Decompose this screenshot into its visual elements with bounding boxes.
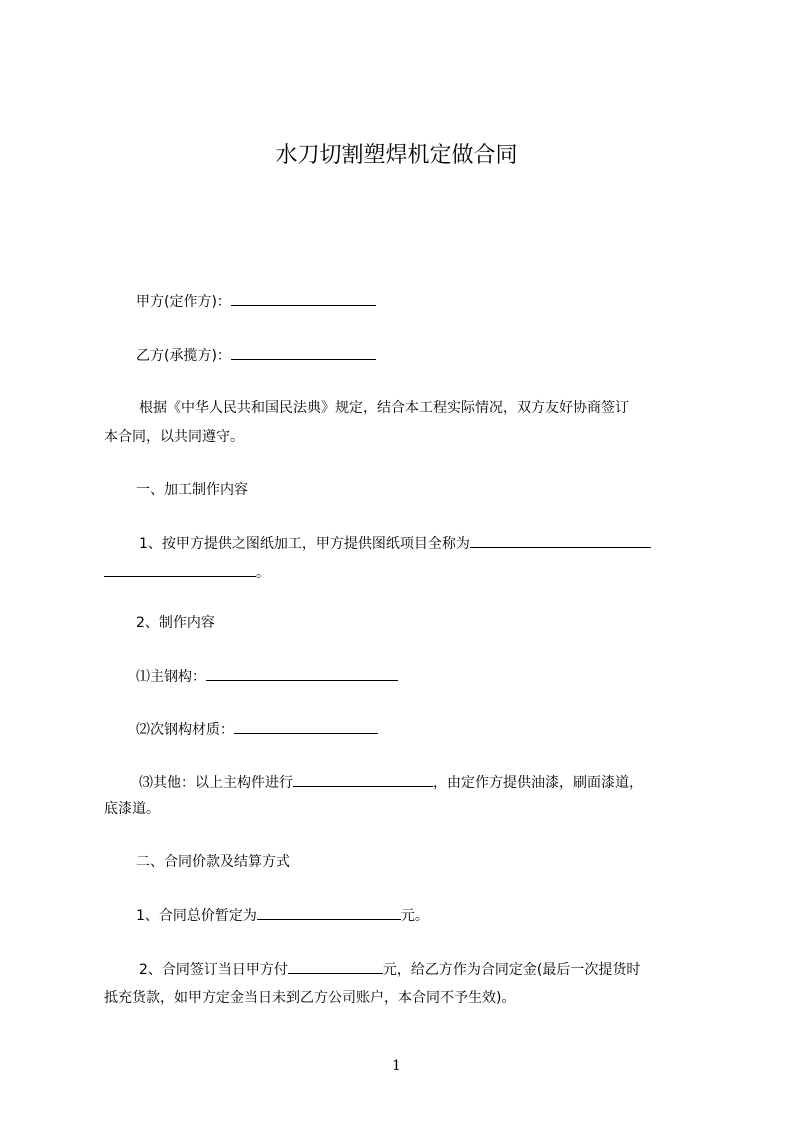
sub-1-blank[interactable]: [206, 666, 398, 681]
item-1-line: [139, 533, 735, 554]
sub-3-blank[interactable]: [293, 772, 433, 787]
sub-3-after: ，由定作方提供油漆，刷面漆道，: [433, 775, 643, 791]
sub-3-line: [139, 772, 735, 793]
item-2-heading: 2、制作内容: [136, 615, 215, 631]
sub-3-text: ⑶其他：以上主构件进行: [139, 775, 293, 791]
section-1-heading: 一、加工制作内容: [136, 482, 248, 498]
price-text: 1、合同总价暂定为: [136, 908, 257, 924]
item-1-line-2: [104, 562, 700, 583]
section-2-heading: 二、合同价款及结算方式: [136, 854, 290, 870]
sub-1-line: [136, 666, 732, 687]
intro-line-1: 根据《中华人民共和国民法典》规定，结合本工程实际情况，双方友好协商签订: [139, 400, 629, 416]
deposit-after: 元，给乙方作为合同定金(最后一次提货时: [382, 962, 641, 978]
price-blank[interactable]: [257, 905, 401, 920]
document-title: 水刀切割塑焊机定做合同: [275, 143, 518, 168]
deposit-line-2: 抵充货款，如甲方定金当日未到乙方公司账户，本合同不予生效)。: [104, 990, 516, 1006]
intro-line-2: 本合同，以共同遵守。: [104, 429, 244, 445]
party-a-blank[interactable]: [231, 291, 376, 306]
party-a-label: 甲方(定作方)：: [136, 294, 231, 310]
party-b-line: [136, 345, 732, 366]
sub-2-line: [136, 719, 732, 740]
item-1-end: 。: [256, 565, 270, 581]
party-a-line: [136, 291, 732, 312]
item-1-text: 1、按甲方提供之图纸加工，甲方提供图纸项目全称为: [139, 536, 470, 552]
sub-1-label: ⑴主钢构：: [136, 669, 206, 685]
party-b-blank[interactable]: [231, 345, 376, 360]
deposit-line: [139, 959, 735, 980]
item-1-blank[interactable]: [470, 533, 651, 548]
sub-3-line-2: 底漆道。: [104, 801, 160, 817]
item-1-blank-cont[interactable]: [104, 562, 256, 577]
price-unit: 元。: [400, 908, 429, 924]
sub-2-label: ⑵次钢构材质：: [136, 722, 234, 738]
price-line: [136, 905, 732, 926]
deposit-blank[interactable]: [288, 959, 383, 974]
sub-2-blank[interactable]: [234, 719, 378, 734]
page-number: 1: [392, 1058, 401, 1074]
party-b-label: 乙方(承揽方)：: [136, 348, 231, 364]
deposit-text: 2、合同签订当日甲方付: [139, 962, 288, 978]
